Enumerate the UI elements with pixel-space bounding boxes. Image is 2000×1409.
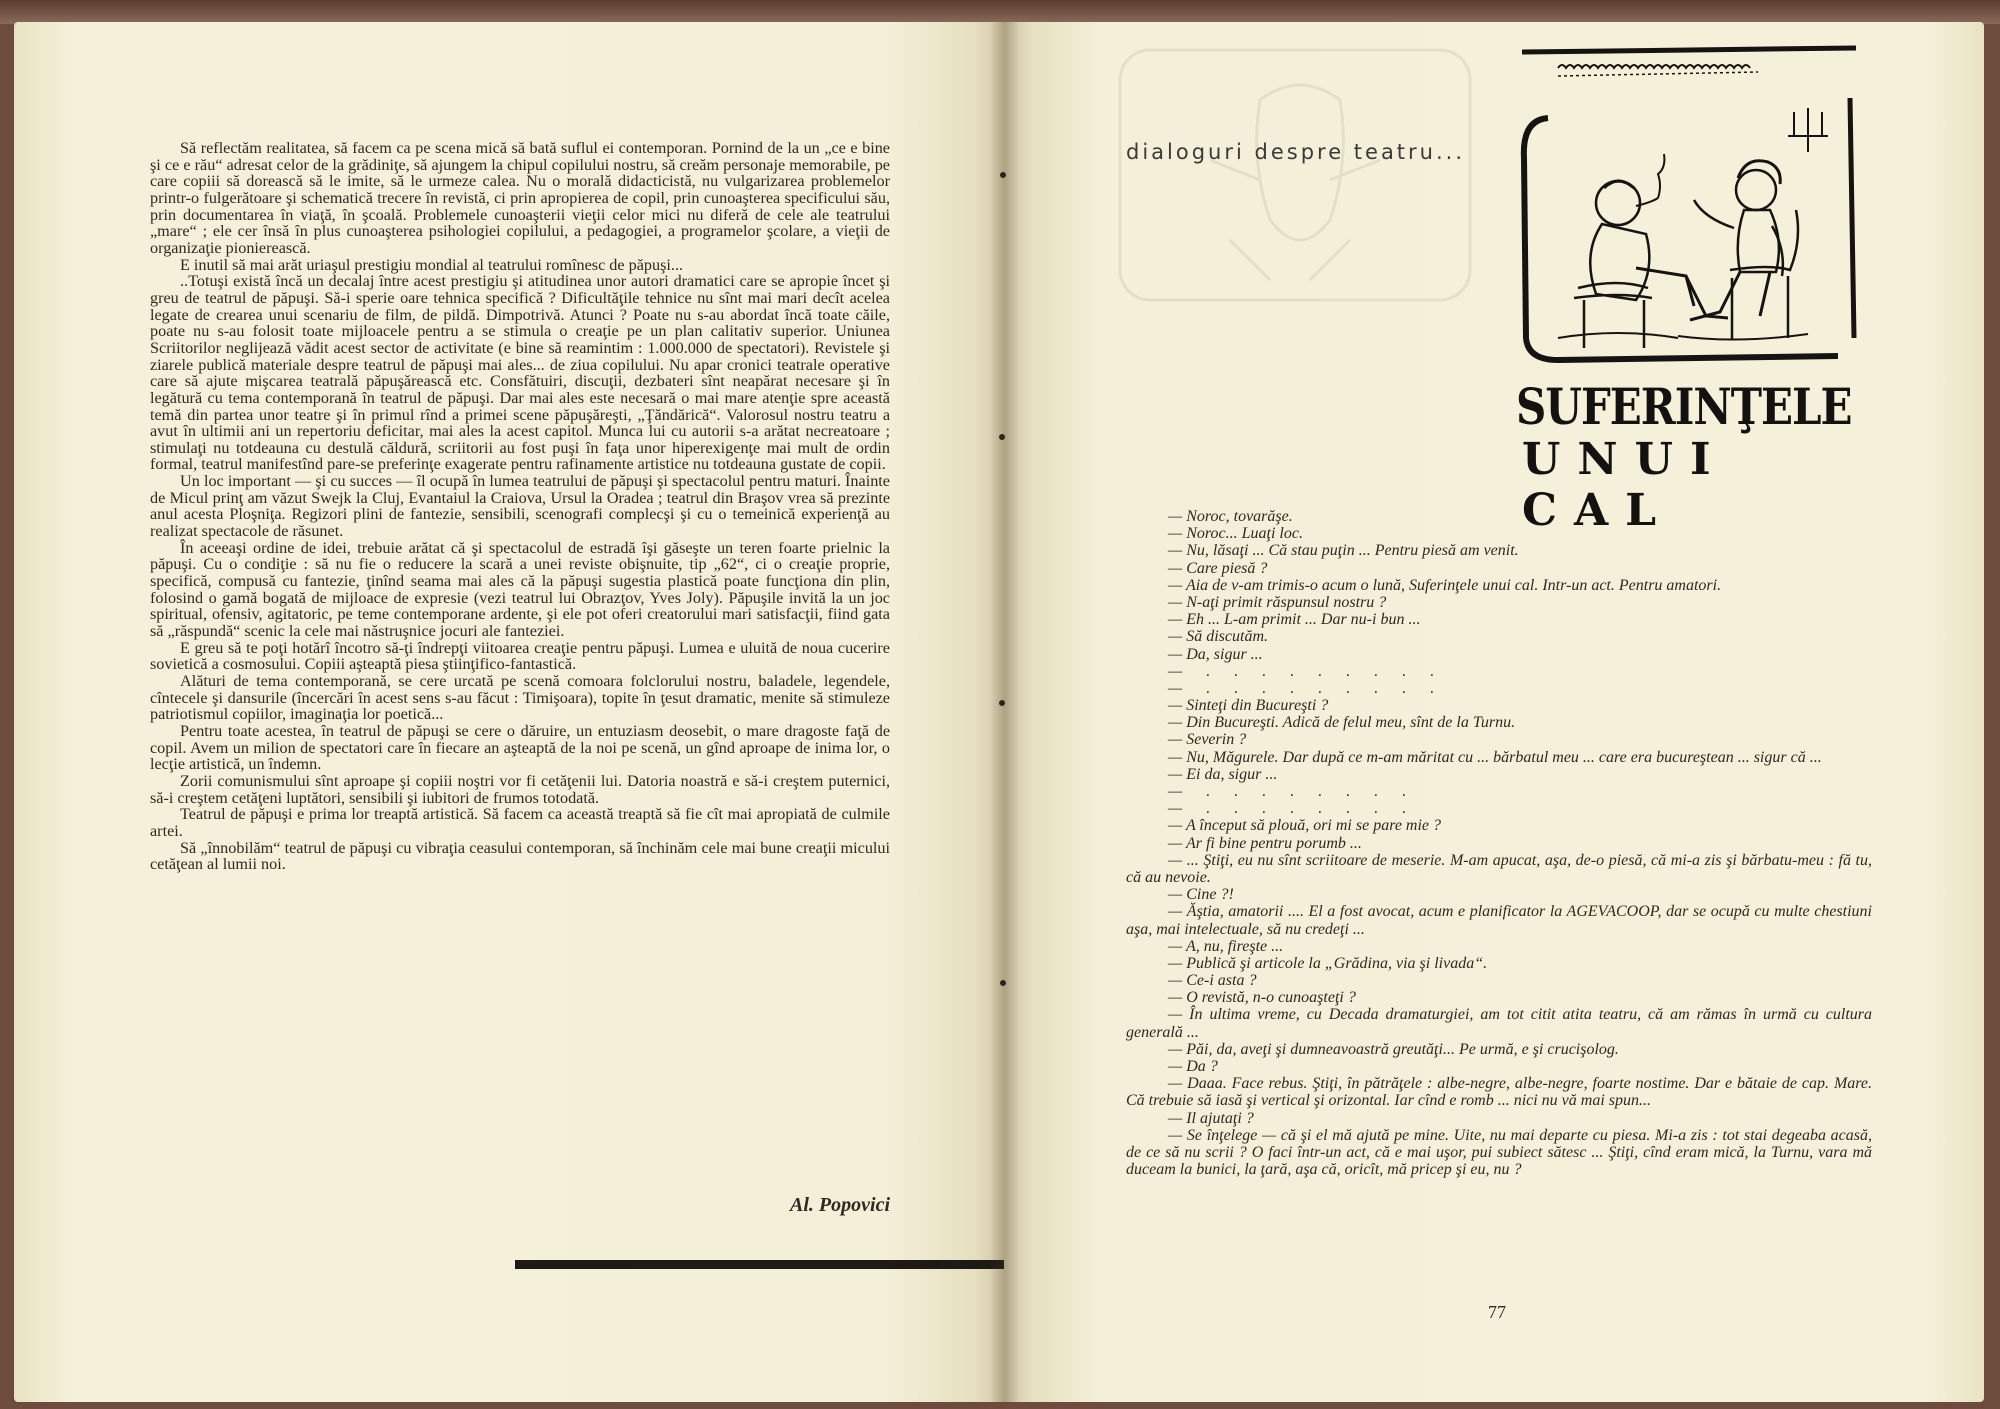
- dialogue-line: — Nu, lăsaţi ... Că stau puţin ... Pentru piesă am venit.: [1168, 542, 1519, 560]
- dialogue-line: — Ăştia, amatorii .... El a fost avocat, acum e planificator la AGEVACOOP, dar se ocupă cu multe chestiuni aşa, mai intelectuale, să nu credeţi ...: [1126, 903, 1872, 938]
- dialogue-line: — Aia de v-am trimis-o acum o lună, Suferinţele unui cal. Intr-un act. Pentru amatori.: [1168, 576, 1722, 594]
- binding-stitch: [999, 700, 1005, 706]
- dialogue-line: — Care piesă ?: [1168, 559, 1268, 577]
- binding-stitch: [999, 434, 1005, 440]
- dialogue-line: — Daaa. Face rebus. Ştiţi, în pătrăţele : albe-negre, albe-negre, foarte nostime. Dar e bătaie de cap. Mare. Că trebuie să iasă şi vertical şi orizontal. Iar cînd e romb ... nici nu vă mai spun...: [1126, 1075, 1872, 1110]
- dialogue-body: [1126, 508, 1872, 1178]
- dialogue-line: — Se înţelege — că şi el mă ajută pe mine. Uite, nu mai departe cu piesa. Mi-a zis : tot stai degeaba acasă, de ce să nu scrii ? O faci într-un act, că e mai uşor, pui subiect sătesc ... Ştiţi, cînd eram mică, la Turnu, vara mă duceam la bunici, la ţară, aşa că, oricît, mă pricep şi eu, nu ?: [1126, 1126, 1872, 1179]
- dialogue-line: — Severin ?: [1168, 731, 1247, 749]
- paragraph: Să reflectăm realitatea, să facem ca pe scena mică să bată suflul ei contemporan. Pornind de la un „ce e bine şi ce e rău“ adresat celor de la grădiniţe, să ajungem la chipul copilului nostru, să creăm personaje memorabile, pe care copiii să dorească să le imite, să le urmeze calea. Nu o morală didacticistă, nu vulgarizarea problemelor printr-o fulgerătoare şi schematică trecere în revistă, ci prin apropierea de copil, prin cunoaşterea specificului său, prin documentarea în viaţă, în şcoală. Problemele cunoaşterii vieţii celor mici nu diferă de cele ale teatrului „mare“ ; ele cer însă în plus cunoaşterea psihologiei copilului, a pedagogiei, a programelor şcolare, a vieţii de organizaţie pionierească.: [150, 139, 890, 257]
- binding-stitch: [1000, 980, 1006, 986]
- dialogue-line: — . . . . . . . .: [1168, 800, 1417, 818]
- dialogue-line: — Ei da, sigur ...: [1168, 765, 1278, 783]
- dialogue-line: — Ce-i asta ?: [1168, 972, 1257, 990]
- divider-rule: [515, 1260, 1005, 1269]
- paragraph: În aceeaşi ordine de idei, trebuie arătat că şi spectacolul de estradă îşi găseşte un teren foarte prielnic la păpuşi. Cu o condiţie : să nu fie o reducere la scară a unei reviste obişnuite, tip „62“, ci o creaţie proprie, specifică, compusă cu fantezie, ţinînd seama mai ales că la păpuşi sugestia plastică poate funcţiona din plin, folosind o gamă bogată de mijloace de expresie (vezi teatrul lui Obrazţov, Yves Joly). Păpuşile invită la un joc spiritual, ofensiv, agitatoric, pe teme contemporane ardente, şi ele pot oferi creatorului mari satisfacţii, fiind gata să „răspundă“ scenic la cele mai năstruşnice jocuri ale fanteziei.: [150, 538, 890, 641]
- two-people-chatting-illustration: [1518, 38, 1866, 378]
- dialogue-line: — Nu, Măgurele. Dar după ce m-am măritat cu ... bărbatul meu ... care era bucureştean ... sigur că ...: [1168, 748, 1822, 766]
- dialogue-line: — Sinteţi din Bucureşti ?: [1168, 697, 1329, 715]
- dialogue-line: — Il ajutaţi ?: [1168, 1109, 1254, 1127]
- article-body: [150, 140, 890, 873]
- paragraph: E inutil să mai arăt uriaşul prestigiu mondial al teatrului romînesc de păpuşi...: [180, 255, 684, 274]
- dialogue-line: — Din Bucureşti. Adică de felul meu, sînt de la Turnu.: [1168, 714, 1516, 732]
- paragraph: Pentru toate acestea, în teatrul de păpuşi se cere o dăruire, un entuziasm deosebit, o mare dragoste faţă de copil. Avem un milion de spectatori care în fiecare an aşteaptă de la noi pe scenă, un gînd aproape de inima lor, o lecţie artistică, un îndemn.: [150, 721, 890, 774]
- dialogue-line: — Noroc... Luaţi loc.: [1168, 525, 1303, 543]
- book-edge: [0, 0, 2000, 24]
- dialogue-line: — A început să plouă, ori mi se pare mie ?: [1168, 817, 1442, 835]
- binding-stitch: [1000, 172, 1006, 178]
- dialogue-line: — Da, sigur ...: [1168, 645, 1263, 663]
- dialogue-line: — În ultima vreme, cu Decada dramaturgiei, am tot citit atita teatru, că am rămas în urmă cu cultura generală ...: [1126, 1006, 1872, 1041]
- page-number: 77: [1488, 1302, 1506, 1322]
- dialogue-line: — Noroc, tovarăşe.: [1168, 508, 1293, 525]
- story-title-line2: UNUI CAL: [1522, 434, 1728, 536]
- bleed-through-sketch: [1110, 40, 1480, 310]
- dialogue-line: — N-aţi primit răspunsul nostru ?: [1168, 593, 1387, 611]
- dialogue-line: — . . . . . . . . .: [1168, 662, 1445, 680]
- dialogue-line: — Publică şi articole la „Grădina, via şi livada“.: [1168, 954, 1488, 972]
- dialogue-line: — ... Ştiţi, eu nu sînt scriitoare de meserie. M-am apucat, aşa, de-o piesă, că mi-a zis şi bărbatu-meu : fă tu, că au nevoie.: [1126, 851, 1872, 886]
- dialogue-line: — Ar fi bine pentru porumb ...: [1168, 834, 1362, 852]
- dialogue-line: — . . . . . . . .: [1168, 783, 1417, 800]
- story-title-line1: SUFERINŢELE: [1516, 378, 1852, 436]
- paragraph: ..Totuşi există încă un decalaj între acest prestigiu şi atitudinea unor autori dramatici care se apropie încet şi greu de teatrul de păpuşi. Să-i sperie oare tehnica specifică ? Dificultăţile tehnice nu sînt mai mari decît acelea legate de crearea unui scenariu de film, de pildă. Dimpotrivă. Atunci ? Poate nu s-au abordat încă toate căile, poate nu s-au folosit toate mijloacele pentru a se stimula o creaţie pe un plan calitativ superior. Uniunea Scriitorilor neglijează vădit acest sector de activitate (e bine să reamintim : 1.000.000 de spectatori). Revistele şi ziarele publică materiale despre teatrul de păpuşi mai ales... de ziua copilului. Nu apar cronici teatrale operative care să ajute mişcarea teatrală păpuşărească etc. Consfătuiri, discuţii, dezbateri sînt neapărat necesare şi în legătură cu tema contemporană în teatrul de păpuşi. Dar mai ales este necesară o mai mare atenţie spre această temă din partea unor teatre şi în primul rînd a primei scene păpuşăreşti, „Ţăndărică“. Valorosul nostru teatru a avut în ultimii ani un repertoriu deficitar, mai ales la acest capitol. Munca lui cu autorii s-a arătat necreatoare ; stimulaţi nu totdeauna cu destulă căldură, scriitorii au fost puşi în faţa unor hiperexigenţe mai mult de ordin formal, teatrul manifestînd pare-se preferinţe exagerate pentru rafinamente artistice nu totdeauna gustate de copii.: [150, 272, 890, 474]
- dialogue-line: — . . . . . . . . .: [1168, 679, 1445, 697]
- paragraph: Să „înnobilăm“ teatrul de păpuşi cu vibraţia ceasului contemporan, să închinăm cele mai bune creaţii micului cetăţean al lumii noi.: [150, 838, 890, 874]
- paragraph: Alături de tema contemporană, se cere urcată pe scenă comoara folclorului nostru, baladele, legendele, cîntecele şi dansurile (încercări în acest sens s-au făcut : Timişoara), topite în ţesut dramatic, menite să stimuleze patriotismul copiilor, imaginaţia lor poetică...: [150, 672, 890, 724]
- dialogue-line: — Da ?: [1168, 1058, 1218, 1075]
- dialogue-line: — Să discutăm.: [1168, 628, 1268, 646]
- paragraph: Un loc important — şi cu succes — îl ocupă în lumea teatrului de păpuşi şi spectacolul pentru maturi. Înainte de Micul prinţ am văzut Swejk la Cluj, Evantaiul la Craiova, Ursul la Oradea ; teatrul din Braşov vrea să prezinte anul acesta Ploşniţa. Regizori plini de fantezie, sensibili, scenografi complecşi şi cu o temeinică experienţă au realizat spectacole de răsunet.: [150, 472, 890, 541]
- dialogue-line: — A, nu, fireşte ...: [1168, 937, 1284, 955]
- paragraph: E greu să te poţi hotărî încotro să-ţi îndrepţi viitoarea creaţie pentru păpuşi. Lumea e uluită de noua cucerire sovietică a cosmosului. Copiii aşteaptă piesa ştiinţifico-fantastică.: [150, 638, 890, 674]
- author-signature: Al. Popovici: [790, 1194, 890, 1216]
- dialogue-line: — Cine ?!: [1168, 886, 1234, 904]
- dialogue-line: — Păi, da, aveţi şi dumneavoastră greutăţi... Pe urmă, e şi crucişolog.: [1168, 1040, 1619, 1058]
- paragraph: Zorii comunismului sînt aproape şi copiii noştri vor fi cetăţenii lui. Datoria noastră e să-i creştem puternici, să-i creştem cetăţeni luptători, sensibili şi iubitori de frumos totodată.: [150, 771, 890, 807]
- paragraph: Teatrul de păpuşi e prima lor treaptă artistică. Să facem ca această treaptă să fie cît mai apropiată de culmile artei.: [150, 805, 890, 840]
- spine-shadow: [990, 22, 1020, 1402]
- dialogue-line: — Eh ... L-am primit ... Dar nu-i bun ...: [1168, 611, 1421, 629]
- section-tag: dialoguri despre teatru...: [1126, 140, 1466, 164]
- dialogue-line: — O revistă, n-o cunoaşteţi ?: [1168, 989, 1356, 1007]
